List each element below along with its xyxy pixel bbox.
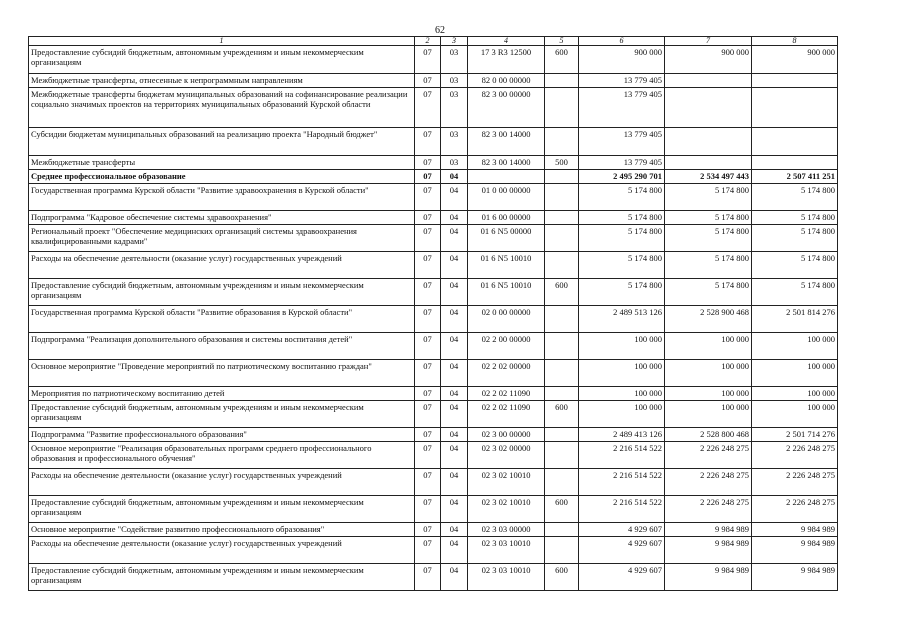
amount-year-2: 5 174 800	[665, 184, 752, 211]
target-article-code: 82 0 00 00000	[468, 74, 545, 88]
expense-type-code	[545, 128, 579, 156]
amount-year-1: 900 000	[579, 46, 665, 74]
target-article-code	[468, 170, 545, 184]
target-article-code: 82 3 00 14000	[468, 128, 545, 156]
target-article-code: 02 3 02 10010	[468, 496, 545, 523]
amount-year-2: 5 174 800	[665, 252, 752, 279]
expense-type-code: 500	[545, 156, 579, 170]
amount-year-3: 5 174 800	[752, 279, 838, 306]
expense-type-code	[545, 387, 579, 401]
table-row	[29, 401, 838, 428]
amount-year-1: 13 779 405	[579, 88, 665, 128]
expense-type-code	[545, 469, 579, 496]
amount-year-1: 2 489 513 126	[579, 306, 665, 333]
amount-year-1: 5 174 800	[579, 279, 665, 306]
amount-year-2: 2 226 248 275	[665, 442, 752, 469]
section-code: 07	[415, 211, 441, 225]
target-article-code: 02 2 02 11090	[468, 387, 545, 401]
target-article-code: 02 3 03 00000	[468, 523, 545, 537]
expense-type-code: 600	[545, 564, 579, 591]
row-name: Предоставление субсидий бюджетным, автономным учреждениям и иным некоммерческим организациям	[29, 496, 415, 523]
target-article-code: 01 6 00 00000	[468, 211, 545, 225]
row-name: Основное мероприятие "Проведение мероприятий по патриотическому воспитанию граждан"	[29, 360, 415, 387]
amount-year-3: 9 984 989	[752, 537, 838, 564]
amount-year-1: 2 495 290 701	[579, 170, 665, 184]
section-code: 07	[415, 333, 441, 360]
column-number: 6	[579, 37, 665, 46]
row-name: Предоставление субсидий бюджетным, автономным учреждениям и иным некоммерческим организациям	[29, 401, 415, 428]
amount-year-3: 9 984 989	[752, 564, 838, 591]
row-name: Межбюджетные трансферты, отнесенные к непрограммным направлениям	[29, 74, 415, 88]
table-row	[29, 128, 838, 156]
subsection-code: 04	[441, 442, 468, 469]
section-code: 07	[415, 128, 441, 156]
expense-type-code	[545, 252, 579, 279]
expense-type-code	[545, 537, 579, 564]
amount-year-3: 2 501 714 276	[752, 428, 838, 442]
subsection-code: 04	[441, 428, 468, 442]
section-code: 07	[415, 88, 441, 128]
amount-year-2: 100 000	[665, 387, 752, 401]
subsection-code: 04	[441, 279, 468, 306]
row-name: Мероприятия по патриотическому воспитанию детей	[29, 387, 415, 401]
column-number: 1	[29, 37, 415, 46]
amount-year-1: 13 779 405	[579, 156, 665, 170]
amount-year-3	[752, 128, 838, 156]
amount-year-2: 9 984 989	[665, 523, 752, 537]
amount-year-2: 9 984 989	[665, 537, 752, 564]
section-code: 07	[415, 387, 441, 401]
table-row	[29, 279, 838, 306]
row-name: Предоставление субсидий бюджетным, автономным учреждениям и иным некоммерческим организациям	[29, 46, 415, 74]
row-name: Расходы на обеспечение деятельности (оказание услуг) государственных учреждений	[29, 469, 415, 496]
section-code: 07	[415, 170, 441, 184]
amount-year-3: 2 507 411 251	[752, 170, 838, 184]
row-name: Субсидии бюджетам муниципальных образований на реализацию проекта "Народный бюджет"	[29, 128, 415, 156]
subsection-code: 04	[441, 225, 468, 252]
amount-year-3	[752, 88, 838, 128]
subsection-code: 04	[441, 387, 468, 401]
target-article-code: 02 3 02 10010	[468, 469, 545, 496]
amount-year-1: 100 000	[579, 360, 665, 387]
expense-type-code	[545, 74, 579, 88]
row-name: Расходы на обеспечение деятельности (оказание услуг) государственных учреждений	[29, 252, 415, 279]
column-number-row	[29, 37, 838, 46]
column-number: 5	[545, 37, 579, 46]
row-name: Государственная программа Курской области "Развитие здравоохранения в Курской области"	[29, 184, 415, 211]
budget-table	[28, 36, 838, 591]
amount-year-1: 2 216 514 522	[579, 469, 665, 496]
subsection-code: 04	[441, 401, 468, 428]
amount-year-2: 100 000	[665, 360, 752, 387]
table-row	[29, 428, 838, 442]
subsection-code: 04	[441, 211, 468, 225]
row-name: Межбюджетные трансферты бюджетам муниципальных образований на софинансирование реализации социально значимых проектов на территориях муниципальных образований Курской области	[29, 88, 415, 128]
amount-year-1: 5 174 800	[579, 184, 665, 211]
column-number: 2	[415, 37, 441, 46]
amount-year-2: 2 226 248 275	[665, 469, 752, 496]
row-name: Среднее профессиональное образование	[29, 170, 415, 184]
subsection-code: 03	[441, 46, 468, 74]
target-article-code: 02 3 03 10010	[468, 537, 545, 564]
expense-type-code	[545, 184, 579, 211]
amount-year-2	[665, 156, 752, 170]
amount-year-3: 2 226 248 275	[752, 496, 838, 523]
amount-year-1: 4 929 607	[579, 537, 665, 564]
amount-year-1: 2 216 514 522	[579, 496, 665, 523]
row-name: Основное мероприятие "Реализация образовательных программ среднего профессионального образования и профессионального обучения"	[29, 442, 415, 469]
amount-year-3: 900 000	[752, 46, 838, 74]
table-row	[29, 442, 838, 469]
section-code: 07	[415, 156, 441, 170]
target-article-code: 02 3 03 10010	[468, 564, 545, 591]
target-article-code: 01 6 N5 00000	[468, 225, 545, 252]
target-article-code: 02 0 00 00000	[468, 306, 545, 333]
subsection-code: 04	[441, 184, 468, 211]
subsection-code: 04	[441, 306, 468, 333]
subsection-code: 04	[441, 170, 468, 184]
subsection-code: 04	[441, 252, 468, 279]
target-article-code: 82 3 00 14000	[468, 156, 545, 170]
amount-year-3: 100 000	[752, 333, 838, 360]
table-row	[29, 211, 838, 225]
amount-year-2: 9 984 989	[665, 564, 752, 591]
column-number: 3	[441, 37, 468, 46]
row-name: Подпрограмма "Кадровое обеспечение системы здравоохранения"	[29, 211, 415, 225]
amount-year-2: 5 174 800	[665, 225, 752, 252]
amount-year-2: 100 000	[665, 333, 752, 360]
expense-type-code	[545, 170, 579, 184]
amount-year-2: 2 528 900 468	[665, 306, 752, 333]
expense-type-code	[545, 442, 579, 469]
row-name: Предоставление субсидий бюджетным, автономным учреждениям и иным некоммерческим организациям	[29, 564, 415, 591]
table-row	[29, 564, 838, 591]
amount-year-1: 5 174 800	[579, 225, 665, 252]
target-article-code: 01 6 N5 10010	[468, 252, 545, 279]
amount-year-2	[665, 88, 752, 128]
subsection-code: 04	[441, 523, 468, 537]
table-row	[29, 74, 838, 88]
amount-year-1: 4 929 607	[579, 564, 665, 591]
expense-type-code	[545, 523, 579, 537]
amount-year-3: 9 984 989	[752, 523, 838, 537]
section-code: 07	[415, 523, 441, 537]
section-code: 07	[415, 46, 441, 74]
expense-type-code	[545, 333, 579, 360]
target-article-code: 02 2 02 00000	[468, 360, 545, 387]
amount-year-1: 100 000	[579, 387, 665, 401]
section-code: 07	[415, 428, 441, 442]
amount-year-1: 100 000	[579, 333, 665, 360]
row-name: Расходы на обеспечение деятельности (оказание услуг) государственных учреждений	[29, 537, 415, 564]
amount-year-1: 5 174 800	[579, 252, 665, 279]
target-article-code: 02 3 02 00000	[468, 442, 545, 469]
target-article-code: 02 2 00 00000	[468, 333, 545, 360]
section-code: 07	[415, 496, 441, 523]
table-row	[29, 333, 838, 360]
section-code: 07	[415, 184, 441, 211]
subsection-code: 04	[441, 333, 468, 360]
subsection-code: 04	[441, 360, 468, 387]
expense-type-code	[545, 428, 579, 442]
target-article-code: 82 3 00 00000	[468, 88, 545, 128]
expense-type-code: 600	[545, 401, 579, 428]
target-article-code: 01 0 00 00000	[468, 184, 545, 211]
table-row	[29, 496, 838, 523]
section-code: 07	[415, 442, 441, 469]
row-name: Государственная программа Курской области "Развитие образования в Курской области"	[29, 306, 415, 333]
amount-year-2: 100 000	[665, 401, 752, 428]
subsection-code: 04	[441, 496, 468, 523]
table-row	[29, 46, 838, 74]
subsection-code: 03	[441, 128, 468, 156]
table-row	[29, 387, 838, 401]
row-name: Подпрограмма "Развитие профессионального образования"	[29, 428, 415, 442]
amount-year-1: 13 779 405	[579, 128, 665, 156]
column-number: 4	[468, 37, 545, 46]
amount-year-3: 5 174 800	[752, 225, 838, 252]
amount-year-3: 5 174 800	[752, 211, 838, 225]
amount-year-3: 100 000	[752, 401, 838, 428]
expense-type-code: 600	[545, 46, 579, 74]
amount-year-1: 2 489 413 126	[579, 428, 665, 442]
table-row	[29, 184, 838, 211]
table-row	[29, 252, 838, 279]
expense-type-code: 600	[545, 279, 579, 306]
row-name: Основное мероприятие "Содействие развитию профессионального образования"	[29, 523, 415, 537]
target-article-code: 01 6 N5 10010	[468, 279, 545, 306]
amount-year-3	[752, 74, 838, 88]
amount-year-3: 2 501 814 276	[752, 306, 838, 333]
subsection-code: 03	[441, 74, 468, 88]
expense-type-code	[545, 306, 579, 333]
subsection-code: 04	[441, 564, 468, 591]
row-name: Предоставление субсидий бюджетным, автономным учреждениям и иным некоммерческим организациям	[29, 279, 415, 306]
expense-type-code	[545, 360, 579, 387]
page-number: 62	[435, 25, 445, 36]
subsection-code: 03	[441, 88, 468, 128]
amount-year-2: 5 174 800	[665, 279, 752, 306]
column-number: 8	[752, 37, 838, 46]
amount-year-2	[665, 74, 752, 88]
row-name: Подпрограмма "Реализация дополнительного образования и системы воспитания детей"	[29, 333, 415, 360]
amount-year-2: 2 534 497 443	[665, 170, 752, 184]
table-row	[29, 523, 838, 537]
expense-type-code: 600	[545, 496, 579, 523]
target-article-code: 17 3 R3 12500	[468, 46, 545, 74]
amount-year-1: 2 216 514 522	[579, 442, 665, 469]
amount-year-2: 900 000	[665, 46, 752, 74]
amount-year-2: 2 528 800 468	[665, 428, 752, 442]
table-row	[29, 170, 838, 184]
subsection-code: 04	[441, 469, 468, 496]
amount-year-3	[752, 156, 838, 170]
section-code: 07	[415, 564, 441, 591]
amount-year-1: 4 929 607	[579, 523, 665, 537]
table-row	[29, 225, 838, 252]
amount-year-2: 2 226 248 275	[665, 496, 752, 523]
section-code: 07	[415, 74, 441, 88]
section-code: 07	[415, 401, 441, 428]
amount-year-3: 2 226 248 275	[752, 469, 838, 496]
amount-year-1: 100 000	[579, 401, 665, 428]
section-code: 07	[415, 225, 441, 252]
section-code: 07	[415, 469, 441, 496]
amount-year-3: 5 174 800	[752, 184, 838, 211]
amount-year-1: 13 779 405	[579, 74, 665, 88]
section-code: 07	[415, 252, 441, 279]
expense-type-code	[545, 88, 579, 128]
amount-year-3: 100 000	[752, 387, 838, 401]
amount-year-1: 5 174 800	[579, 211, 665, 225]
row-name: Межбюджетные трансферты	[29, 156, 415, 170]
subsection-code: 04	[441, 537, 468, 564]
amount-year-3: 2 226 248 275	[752, 442, 838, 469]
section-code: 07	[415, 306, 441, 333]
target-article-code: 02 3 00 00000	[468, 428, 545, 442]
table-row	[29, 469, 838, 496]
subsection-code: 03	[441, 156, 468, 170]
section-code: 07	[415, 279, 441, 306]
target-article-code: 02 2 02 11090	[468, 401, 545, 428]
expense-type-code	[545, 211, 579, 225]
amount-year-2: 5 174 800	[665, 211, 752, 225]
section-code: 07	[415, 360, 441, 387]
row-name: Региональный проект "Обеспечение медицинских организаций системы здравоохранения квалифицированными кадрами"	[29, 225, 415, 252]
section-code: 07	[415, 537, 441, 564]
table-row	[29, 156, 838, 170]
expense-type-code	[545, 225, 579, 252]
amount-year-2	[665, 128, 752, 156]
table-row	[29, 360, 838, 387]
amount-year-3: 100 000	[752, 360, 838, 387]
column-number: 7	[665, 37, 752, 46]
table-row	[29, 537, 838, 564]
amount-year-3: 5 174 800	[752, 252, 838, 279]
table-row	[29, 306, 838, 333]
table-row	[29, 88, 838, 128]
